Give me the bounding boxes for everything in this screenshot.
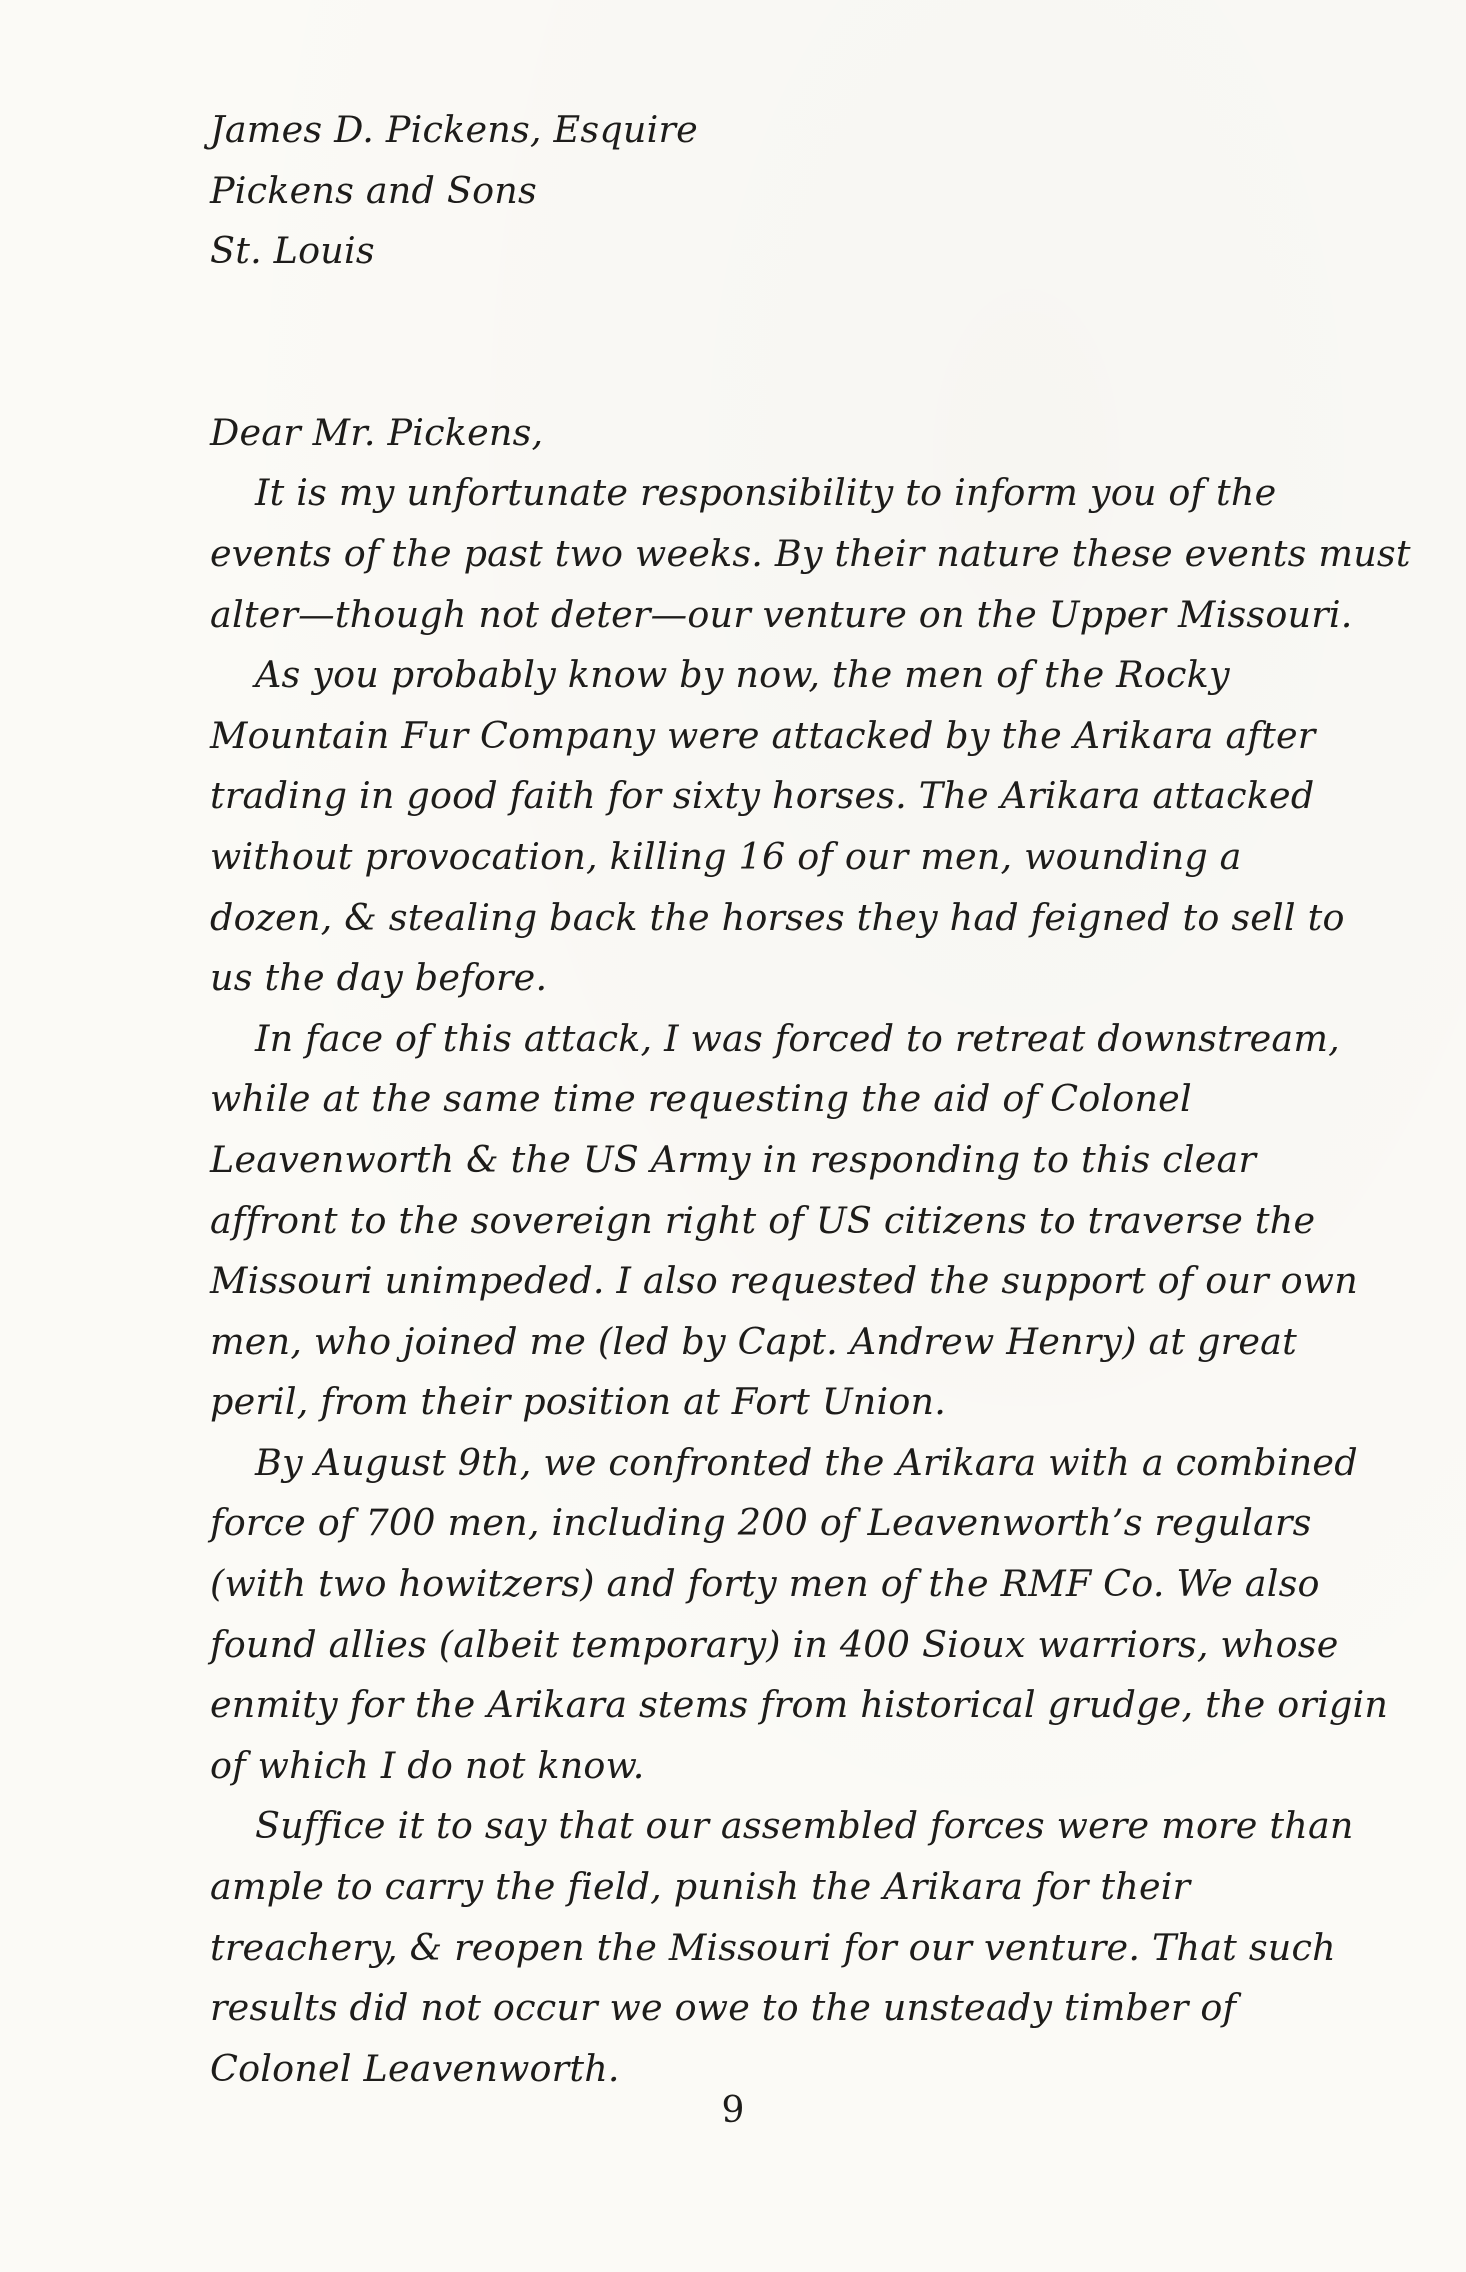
text-line: men, who joined me (led by Capt. Andrew Henry) at great [210,1319,1297,1363]
text-line: dozen, & stealing back the horses they had feigned to sell to [210,895,1345,939]
text-line: enmity for the Arikara stems from historical grudge, the origin [210,1683,1389,1727]
text-line: affront to the sovereign right of US citizens to traverse the [210,1198,1316,1242]
text-line: Colonel Leavenworth. [210,2046,620,2090]
text-line: It is my unfortunate responsibility to inform you of the [255,471,1277,515]
salutation: Dear Mr. Pickens, [210,410,544,454]
paragraph-4 [210,1433,1389,1797]
text-line: events of the past two weeks. By their nature these events must [210,531,1411,575]
text-line: Suffice it to say that our assembled forces were more than [255,1804,1354,1848]
text-line: Missouri unimpeded. I also requested the support of our own [210,1259,1358,1303]
text-line: By August 9th, we confronted the Arikara with a combined [255,1440,1358,1484]
text-line: treachery, & reopen the Missouri for our venture. That such [210,1925,1336,1969]
page-number: 9 [721,2090,745,2131]
text-line: As you probably know by now, the men of the Rocky [255,653,1230,697]
paragraph-1 [210,463,1411,645]
paragraph-2 [210,645,1345,1009]
letter-body [210,100,1411,2099]
paragraph-5 [210,1796,1354,2099]
text-line: trading in good faith for sixty horses. The Arikara attacked [210,774,1315,818]
text-line: found allies (albeit temporary) in 400 Sioux warriors, whose [210,1622,1339,1666]
text-line: (with two howitzers) and forty men of the RMF Co. We also [210,1562,1320,1606]
text-line: alter—though not deter—our venture on the Upper Missouri. [210,592,1353,636]
text-line: In face of this attack, I was forced to retreat downstream, [255,1016,1340,1060]
text-line: results did not occur we owe to the unsteady timber of [210,1986,1237,2030]
address-block [210,100,1310,282]
spacer [210,282,1310,403]
text-line: while at the same time requesting the aid of Colonel [210,1077,1192,1121]
text-line: us the day before. [210,956,548,1000]
text-line: ample to carry the field, punish the Arikara for their [210,1865,1191,1909]
recipient-name: James D. Pickens, Esquire [210,108,698,151]
text-line: Mountain Fur Company were attacked by the Arikara after [210,713,1316,757]
text-line: of which I do not know. [210,1743,645,1787]
recipient-company: Pickens and Sons [210,168,537,212]
text-line: peril, from their position at Fort Union. [210,1380,947,1424]
text-line: without provocation, killing 16 of our men, wounding a [210,834,1242,878]
text-line: Leavenworth & the US Army in responding to this clear [210,1137,1257,1181]
text-line: force of 700 men, including 200 of Leavenworth’s regulars [210,1501,1312,1545]
paragraph-3 [210,1009,1358,1433]
recipient-city: St. Louis [210,229,375,273]
